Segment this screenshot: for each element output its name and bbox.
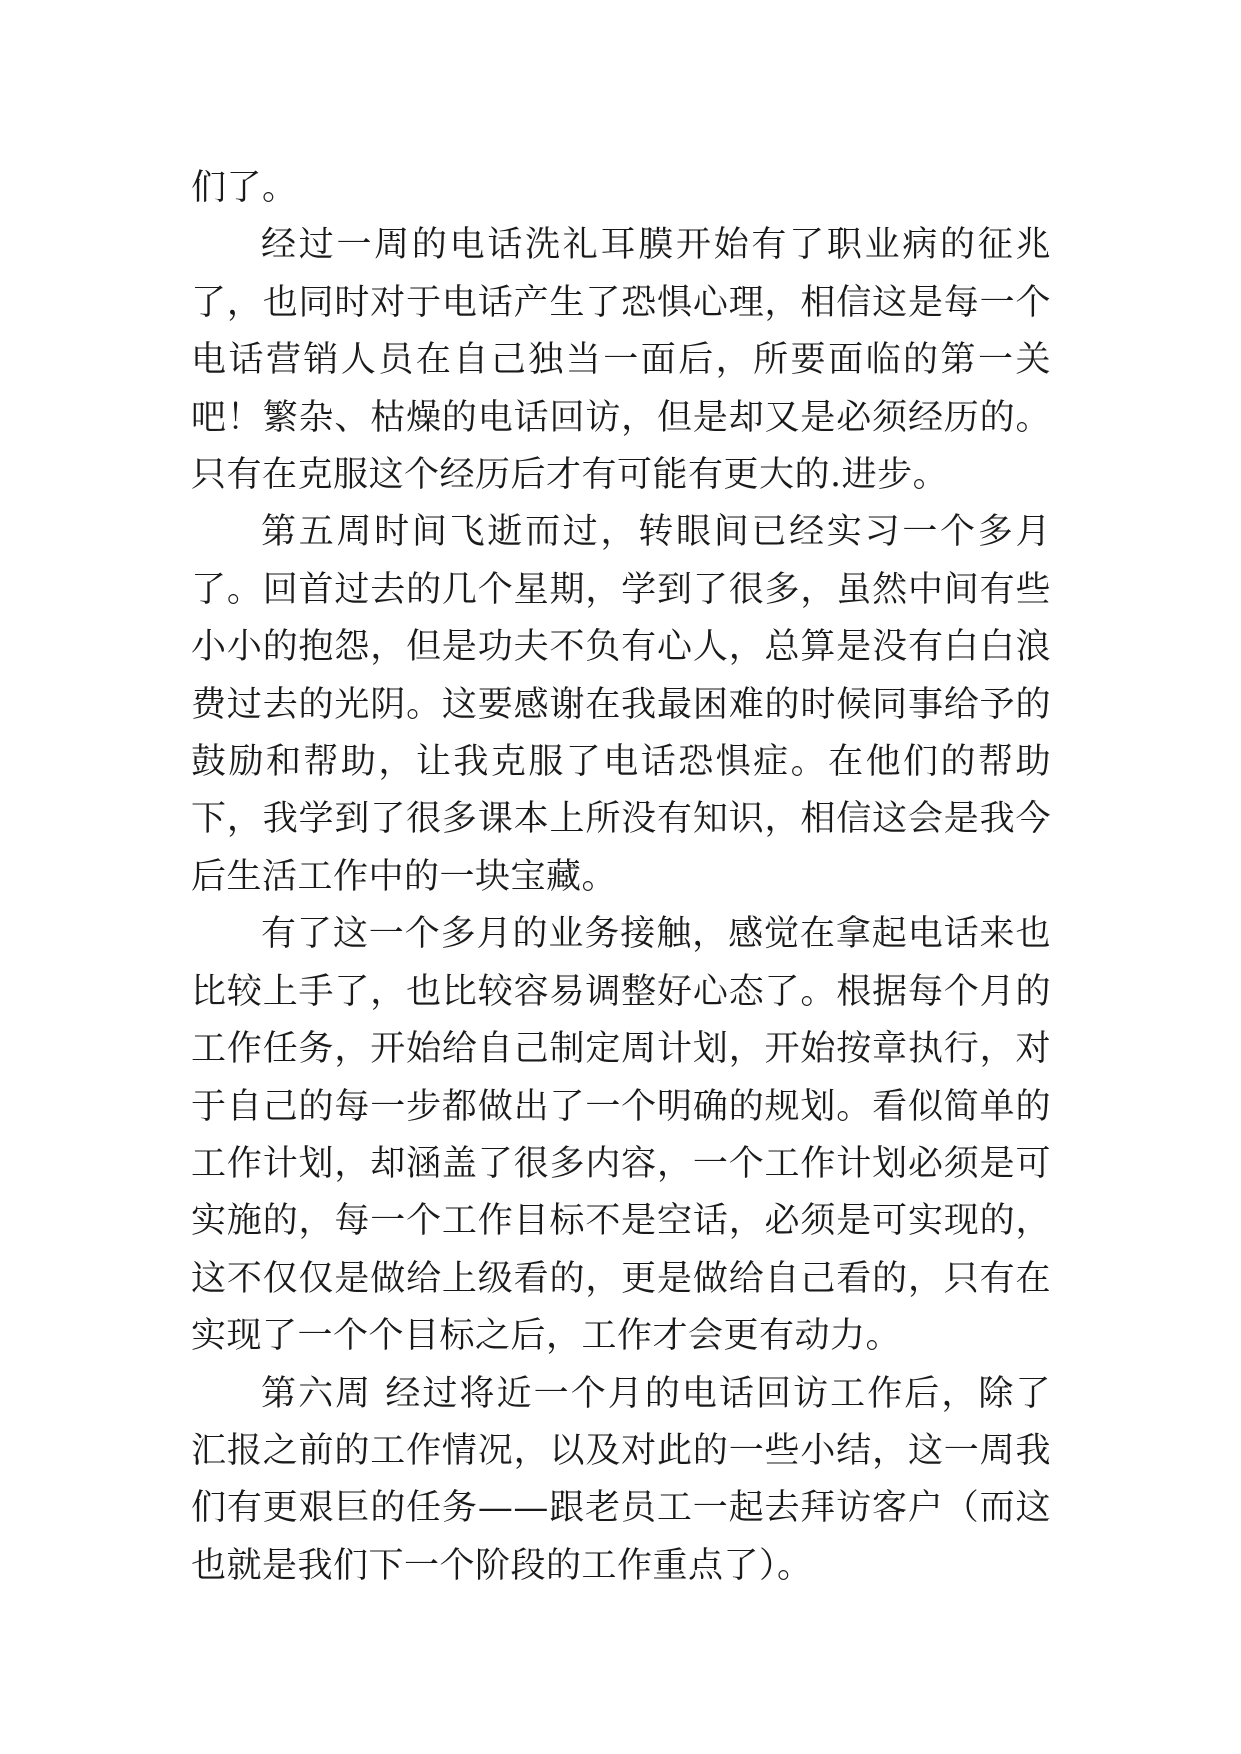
paragraph-week-four: 经过一周的电话洗礼耳膜开始有了职业病的征兆了，也同时对于电话产生了恐惧心理，相信这是每一个电话营销人员在自己独当一面后，所要面临的第一关吧！繁杂、枯燥的电话回访，但是却又是必须经历的。只有在克服这个经历后才有可能有更大的.进步。	[191, 225, 1051, 496]
paragraph-work-plan: 有了这一个多月的业务接触，感觉在拿起电话来也比较上手了，也比较容易调整好心态了。根据每个月的工作任务，开始给自己制定周计划，开始按章执行，对于自己的每一步都做出了一个明确的规划。看似简单的工作计划，却涵盖了很多内容，一个工作计划必须是可实施的，每一个工作目标不是空话，必须是可实现的，这不仅仅是做给上级看的，更是做给自己看的，只有在实现了一个个目标之后，工作才会更有动力。	[191, 914, 1051, 1357]
paragraph-week-five: 第五周时间飞逝而过，转眼间已经实习一个多月了。回首过去的几个星期，学到了很多，虽然中间有些小小的抱怨，但是功夫不负有心人，总算是没有白白浪费过去的光阴。这要感谢在我最困难的时候同事给予的鼓励和帮助，让我克服了电话恐惧症。在他们的帮助下，我学到了很多课本上所没有知识，相信这会是我今后生活工作中的一块宝藏。	[191, 512, 1051, 897]
paragraph-continuation: 们了。	[191, 168, 298, 208]
document-body	[191, 160, 1051, 1595]
paragraph-week-six: 第六周 经过将近一个月的电话回访工作后，除了汇报之前的工作情况，以及对此的一些小结，这一周我们有更艰巨的任务——跟老员工一起去拜访客户（而这也就是我们下一个阶段的工作重点了）。	[191, 1373, 1051, 1586]
